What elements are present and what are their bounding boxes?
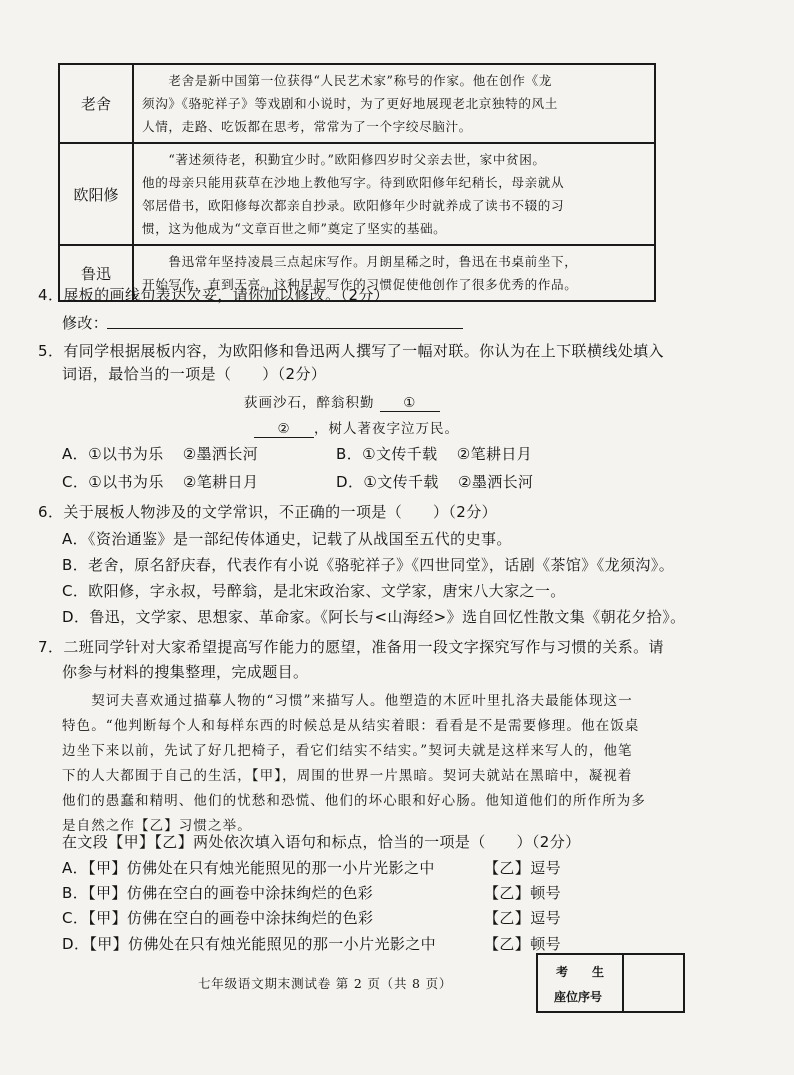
option-letter: A． — [62, 859, 89, 877]
description-line: 须沟》《骆驼祥子》等戏剧和小说时，为了更好地展现老北京独特的风土 — [142, 96, 558, 111]
passage-line: 边坐下来以前，先试了好几把椅子，看它们结实不结实。”契诃夫就是这样来写人的，他笔 — [62, 743, 633, 759]
question-4-stem: 4．展板的画线句表达欠妥，请你加以修改。（2分） — [38, 286, 390, 304]
q7-option-a[interactable] — [62, 857, 435, 878]
description-line: 邻居借书，欧阳修每次都亲自抄录。欧阳修年少时就养成了读书不辍的习 — [142, 198, 565, 213]
description-line: 人情，走路、吃饭都在思考，常常为了一个字绞尽脑汁。 — [142, 119, 472, 134]
option-first: ①以书为乐 — [88, 473, 164, 491]
table-row-ouyangxiu — [59, 143, 655, 245]
couplet-lower — [254, 417, 459, 438]
option-second: ②墨洒长河 — [182, 445, 259, 463]
option-letter: D． — [62, 935, 90, 953]
couplet-upper — [244, 391, 440, 412]
question-7-stem-line2: 你参与材料的搜集整理，完成题目。 — [62, 663, 309, 681]
author-table — [58, 63, 656, 302]
couplet-blank-2[interactable]: ② — [254, 421, 314, 438]
option-first: ①文传千载 — [362, 445, 438, 463]
passage-line: 契诃夫喜欢通过描摹人物的“习惯”来描写人。他塑造的木匠叶里扎洛夫最能体现这一 — [62, 693, 633, 709]
author-name: 鲁迅 — [59, 245, 133, 301]
option-letter: A． — [62, 445, 89, 463]
description-line: 开始写作，直到天亮。这种早起写作的习惯促使他创作了很多优秀的作品。 — [142, 277, 578, 292]
description-line: 惯，这为他成为“文章百世之师”奠定了坚实的基础。 — [142, 221, 447, 236]
revision-label: 修改： — [62, 314, 109, 332]
q6-option-c[interactable]: C．欧阳修，字永叔，号醉翁，是北宋政治家、文学家，唐宋八大家之一。 — [62, 582, 566, 600]
passage-line: 是自然之作【乙】习惯之举。 — [62, 818, 252, 834]
description-line: 老舍是新中国第一位获得“人民艺术家”称号的作家。他在创作《龙 — [142, 73, 552, 88]
q5-option-b[interactable] — [336, 443, 532, 464]
description-line: 他的母亲只能用荻草在沙地上教他写字。待到欧阳修年纪稍长，母亲就从 — [142, 175, 565, 190]
seat-label-line2: 座位序号 — [554, 990, 603, 1004]
author-name: 欧阳修 — [59, 143, 133, 245]
couplet-upper-text: 荻画沙石，醉翁积勤 — [244, 395, 375, 411]
option-jia: 【甲】仿佛处在只有烛光能照见的那一小片光影之中 — [88, 859, 435, 877]
question-7-stem-line1: 7．二班同学针对大家希望提高写作能力的愿望，准备用一段文字探究写作与习惯的关系。请 — [38, 638, 664, 656]
option-first: ①以书为乐 — [88, 445, 164, 463]
q7-option-d-yi: 【乙】顿号 — [484, 935, 562, 953]
passage-line: 他们的愚蠢和精明、他们的忧愁和恐慌、他们的坏心眼和好心肠。他知道他们的所作所为多 — [62, 793, 646, 809]
option-jia: 【甲】仿佛在空白的画卷中涂抹绚烂的色彩 — [88, 909, 374, 927]
option-jia: 【甲】仿佛处在只有烛光能照见的那一小片光影之中 — [89, 935, 437, 953]
passage-line: 下的人大都囿于自己的生活，【甲】，周围的世界一片黑暗。契诃夫就站在黑暗中，凝视着 — [62, 768, 633, 784]
question-5-stem-line1: 5．有同学根据展板内容，为欧阳修和鲁迅两人撰写了一幅对联。你认为在上下联横线处填入 — [38, 342, 664, 360]
passage-line: 特色。“他判断每个人和每样东西的时候总是从结实着眼：看看是不是需要修理。他在饭桌 — [62, 718, 640, 734]
option-letter: D． — [336, 473, 364, 491]
q5-option-a[interactable] — [62, 443, 258, 464]
q5-option-d[interactable] — [336, 471, 533, 492]
q7-option-c-yi: 【乙】逗号 — [484, 909, 562, 927]
couplet-blank-1[interactable]: ① — [380, 395, 440, 412]
revision-answer-line[interactable] — [107, 312, 463, 329]
author-name: 老舍 — [59, 64, 133, 143]
q7-option-b[interactable] — [62, 882, 373, 903]
q6-option-d[interactable]: D．鲁迅，文学家、思想家、革命家。《阿长与<山海经>》选自回忆性散文集《朝花夕拾》。 — [62, 608, 686, 626]
option-letter: C． — [62, 909, 89, 927]
table-row-laoshe — [59, 64, 655, 143]
option-second: ②笔耕日月 — [456, 445, 533, 463]
question-6-stem: 6．关于展板人物涉及的文学常识，不正确的一项是（ ）（2分） — [38, 503, 497, 521]
q7-option-b-yi: 【乙】顿号 — [484, 884, 562, 902]
seat-number-label — [538, 955, 624, 1011]
q7-option-c[interactable] — [62, 907, 373, 928]
question-7-prompt: 在文段【甲】【乙】两处依次填入语句和标点，恰当的一项是（ ）（2分） — [62, 833, 581, 851]
option-letter: B． — [62, 884, 89, 902]
q5-option-c[interactable] — [62, 471, 258, 492]
option-first: ①文传千载 — [363, 473, 439, 491]
seat-number-field[interactable] — [624, 955, 683, 1011]
seat-number-box — [536, 953, 685, 1013]
seat-label-line1: 考 生 — [556, 965, 605, 979]
option-letter: C． — [62, 473, 89, 491]
page-footer: 七年级语文期末测试卷 第 2 页（共 8 页） — [198, 976, 453, 991]
q6-option-a[interactable]: A．《资治通鉴》是一部纪传体通史，记载了从战国至五代的史事。 — [62, 530, 512, 548]
option-second: ②笔耕日月 — [182, 473, 259, 491]
author-description — [133, 143, 655, 245]
q7-option-a-yi: 【乙】逗号 — [484, 859, 562, 877]
option-jia: 【甲】仿佛在空白的画卷中涂抹绚烂的色彩 — [88, 884, 374, 902]
description-line: 鲁迅常年坚持凌晨三点起床写作。月朗星稀之时，鲁迅在书桌前坐下， — [142, 254, 578, 269]
description-line: “著述须待老，积勤宜少时。”欧阳修四岁时父亲去世，家中贫困。 — [142, 152, 546, 167]
author-description — [133, 64, 655, 143]
option-letter: B． — [336, 445, 363, 463]
question-5-stem-line2: 词语，最恰当的一项是（ ）（2分） — [62, 365, 327, 383]
option-second: ②墨洒长河 — [457, 473, 534, 491]
q6-option-b[interactable]: B．老舍，原名舒庆春，代表作有小说《骆驼祥子》《四世同堂》，话剧《茶馆》《龙须沟》。 — [62, 556, 675, 574]
couplet-lower-text: ，树人著夜字泣万民。 — [314, 421, 459, 437]
q7-option-d[interactable] — [62, 933, 436, 954]
